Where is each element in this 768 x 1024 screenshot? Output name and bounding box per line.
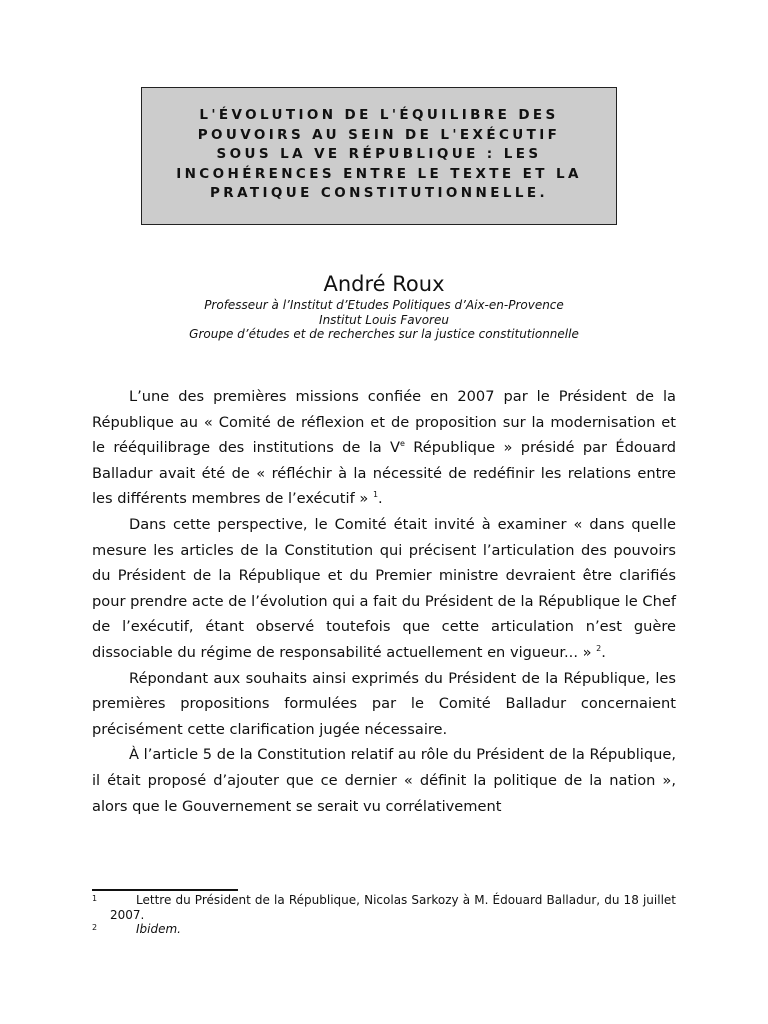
paragraph-2 — [92, 512, 676, 666]
paragraph-2-text-b: . — [601, 643, 606, 661]
footnote-ref-1[interactable]: 1 — [372, 490, 379, 500]
paragraph-3: Répondant aux souhaits ainsi exprimés du Président de la République, les premières propositions formulées par le Comité Balladur concernaient précisément cette clarification jugée nécessaire. — [92, 669, 676, 738]
paragraph-2-text-a: Dans cette perspective, le Comité était invité à examiner « dans quelle mesure les articles de la Constitution qui précisent l’articulation des pouvoirs du Président de la République et du Premier ministre devraient être clarifiés pour prendre acte de l’évolution qui a fait du Président de la République le Chef de l’exécutif, étant observé toutefois que cette articulation n’est guère dissociable du régime de responsabilité actuellement en vigueur... » — [92, 515, 676, 661]
affiliation-iep: Professeur à l’Institut d’Etudes Politiques d’Aix-en-Provence — [204, 298, 564, 312]
title-box — [141, 87, 617, 225]
title-line-5: PRATIQUE CONSTITUTIONNELLE. — [210, 185, 548, 201]
footnote-text: Ibidem. — [136, 922, 181, 936]
footnotes — [92, 893, 676, 937]
footnote-2 — [92, 922, 676, 937]
footnote-number: 1 — [92, 894, 98, 903]
footnote-ref-2[interactable]: 2 — [596, 644, 602, 654]
superscript-e: e — [400, 439, 405, 449]
paragraph-4: À l’article 5 de la Constitution relatif au rôle du Président de la République, il était proposé d’ajouter que ce dernier « définit la politique de la nation », alors que le Gouvernement se serait vu corrélativement — [92, 746, 676, 815]
footnote-text: Lettre du Président de la République, Nicolas Sarkozy à M. Édouard Balladur, du 18 juillet 2007. — [110, 893, 676, 922]
paragraph-1-text-b: République » présidé par Édouard Balladur avait été de « réfléchir à la nécessité de redéfinir les relations entre les différents membres de l’exécutif » — [92, 439, 676, 508]
body-text — [92, 384, 676, 819]
title-line-3: SOUS LA VE RÉPUBLIQUE : LES — [216, 146, 542, 162]
affiliation-institut: Institut Louis Favoreu — [319, 312, 449, 327]
title-line-1: L'ÉVOLUTION DE L'ÉQUILIBRE DES — [199, 107, 559, 123]
footnote-separator — [92, 889, 238, 891]
paragraph-1-text-a: L’une des premières missions confiée en 2007 par le Président de la République au « Comité de réflexion et de proposition sur la modernisation et le rééquilibrage des institutions de la V — [92, 388, 676, 457]
title-line-4: INCOHÉRENCES ENTRE LE TEXTE ET LA — [176, 165, 582, 182]
footnote-number: 2 — [92, 923, 98, 932]
affiliation-groupe: Groupe d’études et de recherches sur la justice constitutionnelle — [189, 327, 579, 341]
author-name: André Roux — [323, 272, 445, 296]
author-block — [84, 270, 684, 342]
paragraph-1-text-c: . — [378, 490, 383, 508]
paragraph-1 — [92, 384, 676, 512]
title-line-2: POUVOIRS AU SEIN DE L'EXÉCUTIF — [197, 126, 561, 143]
footnote-1 — [92, 893, 676, 922]
